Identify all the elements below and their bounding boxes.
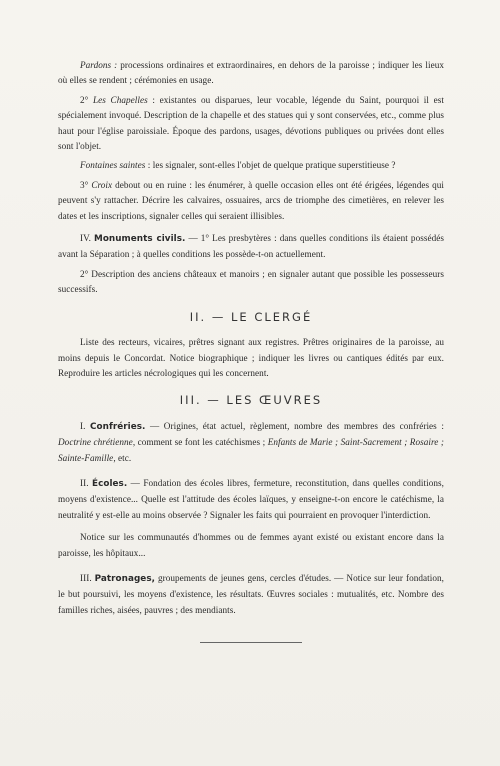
- paragraph-ecoles: [58, 476, 444, 523]
- paragraph-fontaines: [58, 158, 444, 173]
- end-divider-rule: [200, 642, 302, 643]
- paragraph-communautes: Notice sur les communautés d'hommes ou de femmes ayant existé ou existant encore dans la paroisse, les hôpitaux...: [58, 532, 444, 558]
- patronages-label: Patronages,: [94, 573, 155, 584]
- pardons-text: processions ordinaires et extraordinaires, en dehors de la paroisse ; indiquer les lieux où elles se rendent ; cérémonies en usage.: [58, 60, 444, 86]
- fontaines-text: : les signaler, sont-elles l'objet de quelque pratique superstitieuse ?: [145, 160, 396, 171]
- ecoles-text: — Fondation des écoles libres, fermeture, reconstitution, dans quelles conditions, moyens d'existence... Quelle est l'attitude des écoles laïques, y enseigne-t-on encore le catéchisme, la neutralité y est-elle au moins observée ? Signaler les faits qui pourraient en provoquer l'interdiction.: [58, 477, 444, 520]
- section-heading-oeuvres: III. — LES ŒUVRES: [179, 393, 323, 408]
- croix-text: debout ou en ruine : les énumérer, à quelle occasion elles ont été érigées, légendes qui peuvent s'y rattacher. Décrire les calvaires, ossuaires, arcs de triomphe des cimetières, en relever les dates et les inscriptions, signaler celles qui seraient illisibles.: [58, 179, 445, 221]
- paragraph-monuments: [58, 231, 444, 263]
- confreries-label: Confréries.: [90, 421, 146, 432]
- monuments-label: Monuments civils.: [94, 234, 186, 245]
- paragraph-confreries: [58, 419, 444, 466]
- croix-number: 3°: [80, 179, 92, 190]
- paragraph-croix: [58, 178, 444, 224]
- ecoles-number: II.: [80, 477, 93, 488]
- paragraph-clerge: Liste des recteurs, vicaires, prêtres signant aux registres. Prêtres originaires de la paroisse, au moins depuis le Concordat. Notice biographique ; indiquer les livres ou cantiques édités par eux. Reproduire les articles nécrologiques qui les concernent.: [58, 337, 444, 378]
- confreries-text-c: , etc.: [113, 452, 132, 463]
- chapelles-text: : existantes ou disparues, leur vocable, légende du Saint, pourquoi il est spécialement invoqué. Description de la chapelle et des statues qui y sont conservées, etc., comme plus haut pour l'église paroissiale. Époque des pardons, usages, dévotions publiques ou privées dont elles sont l'objet.: [58, 94, 444, 152]
- croix-label: Croix: [91, 179, 113, 190]
- confreries-text-b: , comment se font les catéchismes ;: [132, 437, 268, 448]
- confreries-italic-1: Doctrine chrétienne: [58, 437, 133, 448]
- confreries-text-a: — Origines, état actuel, règlement, nombre des membres des confréries :: [145, 420, 444, 431]
- paragraph-pardons: [58, 58, 444, 89]
- ecoles-label: Écoles.: [92, 478, 128, 489]
- paragraph-patronages: [58, 571, 444, 618]
- chapelles-label: Les Chapelles: [93, 94, 148, 105]
- chapelles-number: 2°: [80, 94, 93, 105]
- monuments-text: — 1° Les presbytères : dans quelles conditions ils étaient possédés avant la Séparation ; à quelles conditions les possède-t-on actuellement.: [58, 233, 444, 260]
- fontaines-label: Fontaines saintes: [80, 160, 146, 171]
- page-body: [58, 58, 444, 643]
- pardons-label: Pardons :: [80, 60, 118, 70]
- monuments-number: IV.: [80, 233, 95, 244]
- patronages-number: III.: [80, 572, 95, 583]
- paragraph-chapelles: [58, 93, 444, 155]
- confreries-number: I.: [80, 420, 91, 431]
- section-heading-clerge: II. — LE CLERGÉ: [189, 309, 313, 324]
- confreries-italic-2: Enfants de Marie ; Saint-Sacrement ; Rosaire ; Sainte-Famille: [58, 437, 444, 463]
- patronages-text: groupements de jeunes gens, cercles d'études. — Notice sur leur fondation, le but poursuivi, les moyens d'existence, les résultats. Œuvres sociales : mutualités, etc. Nombre des familles riches, aisées, pauvres ; des mendiants.: [58, 572, 444, 615]
- paragraph-chateaux: 2° Description des anciens châteaux et manoirs ; en signaler autant que possible les possesseurs successifs.: [58, 268, 444, 295]
